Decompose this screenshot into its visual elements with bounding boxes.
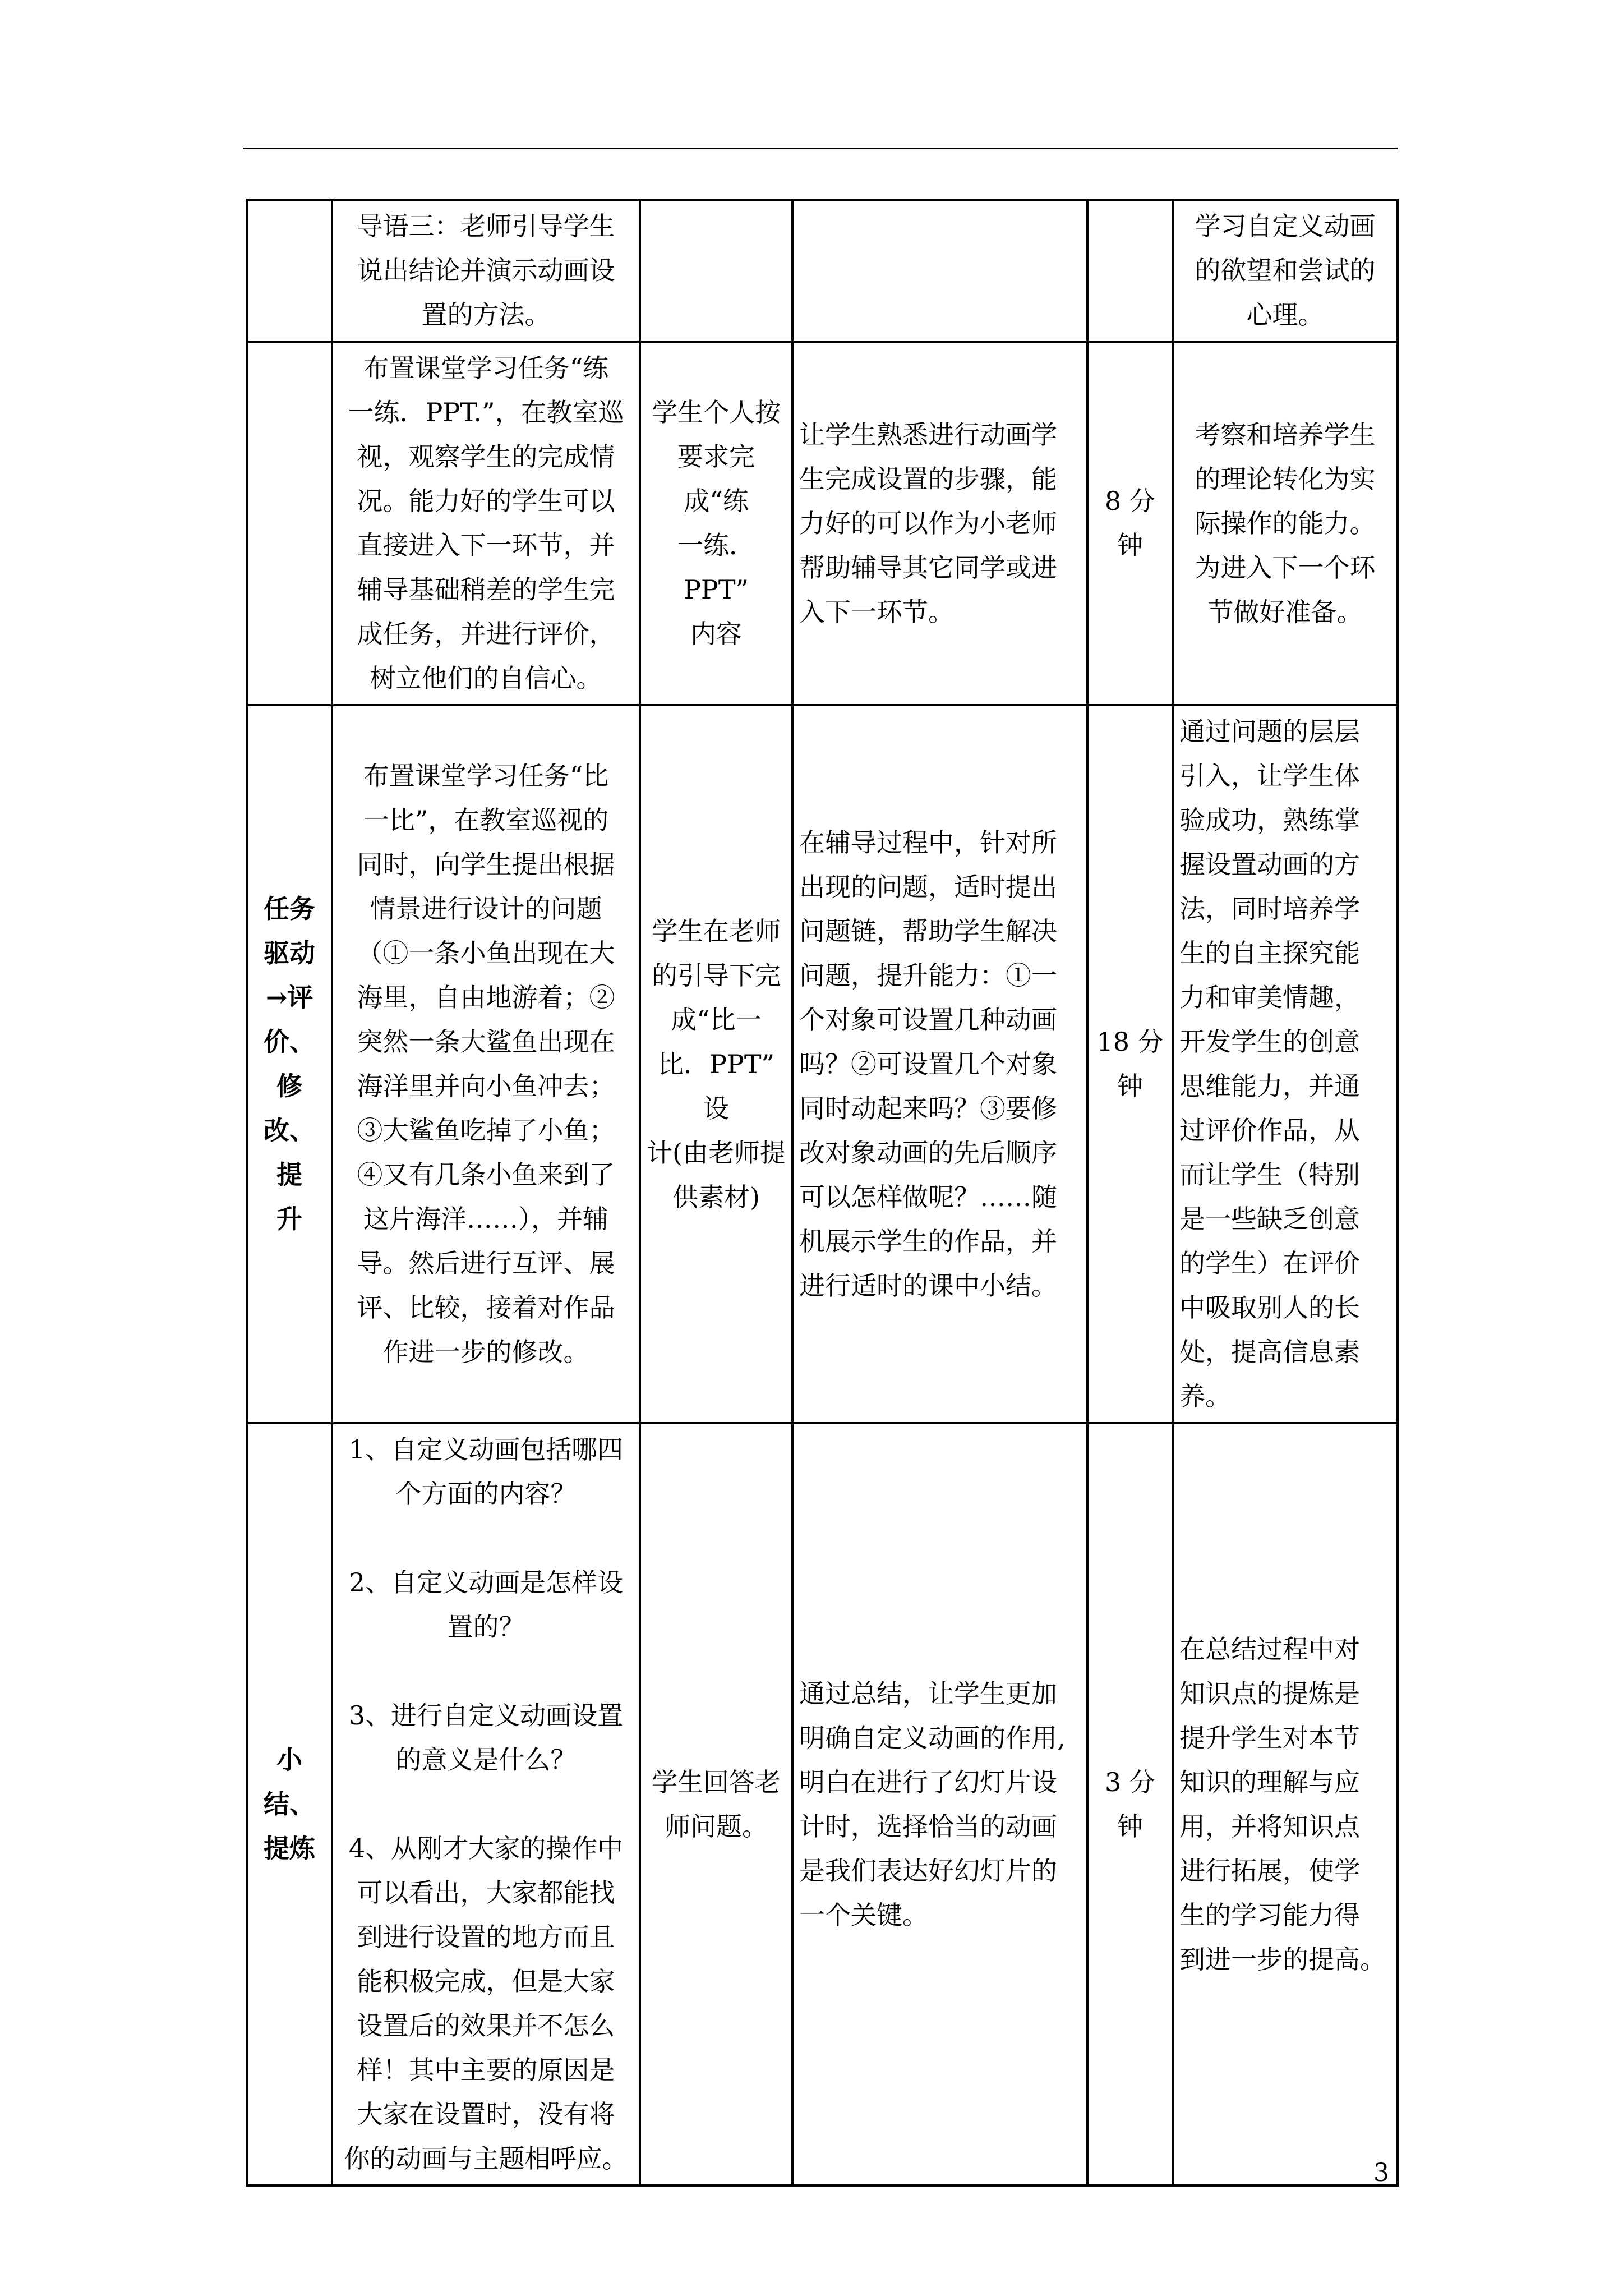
cell-line: →评 [265, 982, 313, 1013]
student-activity-cell [640, 200, 792, 342]
design-intent-cell [792, 705, 1087, 1423]
cell-line: 突然一条大鲨鱼出现在 [357, 1027, 615, 1057]
cell-line: 树立他们的自信心。 [370, 663, 602, 693]
cell-line: 学生在老师 [652, 915, 781, 946]
cell-line: （①一条小鱼出现在大 [357, 938, 615, 968]
teacher-activity-cell [332, 342, 640, 705]
cell-line: 3、进行自定义动画设置 [348, 1700, 624, 1731]
cell-line: 布置课堂学习任务“比 [363, 761, 609, 791]
cell-line: 握设置动画的方 [1179, 849, 1360, 880]
cell-line: 作进一步的修改。 [382, 1337, 589, 1367]
cell-line: 同时，向学生提出根据 [357, 849, 615, 880]
cell-line: 2、自定义动画是怎样设 [348, 1567, 624, 1598]
cell-line: 一练．PPT.”，在教室巡 [348, 397, 624, 427]
cell-line [339, 1782, 633, 1826]
cell-line: 比．PPT” 设 [657, 1048, 775, 1124]
cell-line: 法，同时培养学 [1179, 894, 1360, 924]
design-intent-cell [792, 1423, 1087, 2185]
cell-line: 验成功，熟练掌 [1179, 805, 1360, 835]
cell-line: 中吸取别人的长 [1179, 1292, 1360, 1323]
goal-cell [1173, 705, 1398, 1423]
cell-line: 生完成设置的步骤，能 [799, 463, 1057, 494]
table-row [247, 705, 1398, 1423]
cell-line: 可以看出，大家都能找 [357, 1878, 615, 1908]
student-activity-cell [640, 1423, 792, 2185]
cell-line: 明确自定义动画的作用, [799, 1722, 1066, 1753]
cell-line: 考察和培养学生 [1195, 419, 1376, 450]
cell-line: 问题，提升能力：①一 [799, 960, 1057, 991]
cell-line: 进行拓展，使学 [1179, 1855, 1360, 1886]
cell-line: 引入，让学生体 [1179, 761, 1360, 791]
cell-line: 通过总结，让学生更加 [799, 1678, 1057, 1709]
cell-line: 是一些缺乏创意 [1179, 1204, 1360, 1234]
cell-line: 导语三：老师引导学生 [357, 211, 615, 241]
cell-line: 的欲望和尝试的 [1195, 255, 1376, 286]
cell-line: 一练．PPT” [677, 530, 755, 605]
cell-line: 置的？ [447, 1612, 525, 1642]
header-rule [243, 148, 1398, 149]
goal-cell [1173, 1423, 1398, 2185]
cell-line: 是我们表达好幻灯片的 [799, 1855, 1057, 1886]
student-activity-cell [640, 342, 792, 705]
stage-cell [247, 1423, 332, 2185]
cell-line: 学习自定义动画 [1195, 211, 1376, 241]
cell-line: 18 分 [1096, 1027, 1164, 1057]
cell-line: 出现的问题，适时提出 [799, 871, 1057, 902]
cell-line: 通过问题的层层 [1179, 716, 1360, 747]
cell-line: 处，提高信息素 [1179, 1337, 1360, 1367]
cell-line: 心理。 [1246, 300, 1324, 330]
cell-line: 而让学生（特别 [1179, 1159, 1360, 1190]
cell-line: 节做好准备。 [1207, 596, 1363, 627]
cell-line: 视，观察学生的完成情 [357, 441, 615, 472]
cell-line: 成任务，并进行评价， [357, 619, 615, 649]
cell-line: 用，并将知识点 [1179, 1811, 1360, 1842]
cell-line: 评、比较，接着对作品 [357, 1292, 615, 1323]
cell-line: 小结、 [264, 1745, 315, 1819]
cell-line: 你的动画与主题相呼应。 [344, 2143, 628, 2174]
cell-line: 机展示学生的作品，并 [799, 1226, 1057, 1257]
time-cell: 8 分钟 [1087, 342, 1173, 705]
cell-line: 过评价作品，从 [1179, 1115, 1360, 1145]
cell-line: 为进入下一个环 [1195, 552, 1376, 583]
cell-line: 提炼 [264, 1833, 315, 1864]
cell-line: 样！其中主要的原因是 [357, 2055, 615, 2085]
cell-line: 情景进行设计的问题 [370, 894, 602, 924]
cell-line: 供素材) [672, 1181, 760, 1212]
cell-line: 力和审美情趣， [1179, 982, 1360, 1013]
cell-line: 的意义是什么？ [395, 1745, 577, 1775]
page-number: 3 [1373, 2159, 1389, 2187]
cell-line: 让学生熟悉进行动画学 [799, 419, 1057, 450]
cell-line: 改对象动画的先后顺序 [799, 1137, 1057, 1168]
cell-line: 个方面的内容？ [395, 1479, 577, 1509]
cell-line: 海里，自由地游着；② [357, 982, 615, 1013]
cell-line: 价、修 [264, 1027, 315, 1101]
stage-cell [247, 342, 332, 705]
cell-line: 知识点的提炼是 [1179, 1678, 1360, 1709]
cell-line: 置的方法。 [421, 300, 551, 330]
cell-line: 到进行设置的地方而且 [357, 1922, 615, 1952]
cell-line: 养。 [1179, 1381, 1231, 1411]
teacher-activity-cell [332, 200, 640, 342]
cell-line: 开发学生的创意 [1179, 1027, 1360, 1057]
design-intent-cell [792, 200, 1087, 342]
student-activity-cell [640, 705, 792, 1423]
cell-line: 成“比一 [671, 1004, 762, 1035]
cell-line: 一比”，在教室巡视的 [363, 805, 609, 835]
cell-line: 知识的理解与应 [1179, 1766, 1360, 1797]
teacher-activity-cell [332, 1423, 640, 2185]
cell-line: 升 [276, 1204, 302, 1234]
cell-line [339, 1649, 633, 1694]
stage-cell [247, 705, 332, 1423]
cell-line: 生的自主探究能 [1179, 938, 1360, 968]
cell-line: 进行适时的课中小结。 [799, 1270, 1057, 1301]
cell-line: 同时动起来吗？③要修 [799, 1093, 1057, 1124]
cell-line: 改、提 [264, 1115, 315, 1190]
cell-line: 明白在进行了幻灯片设 [799, 1766, 1057, 1797]
cell-line: 思维能力，并通 [1179, 1071, 1360, 1101]
cell-line: 个对象可设置几种动画 [799, 1004, 1057, 1035]
cell-line: 际操作的能力。 [1195, 508, 1376, 539]
goal-cell [1173, 342, 1398, 705]
cell-line: 力好的可以作为小老师 [799, 508, 1057, 539]
cell-line: 能积极完成，但是大家 [357, 1966, 615, 1996]
cell-line: 在辅导过程中，针对所 [799, 827, 1057, 858]
cell-line: ③大鲨鱼吃掉了小鱼； [357, 1115, 615, 1145]
cell-line: 钟 [1117, 1071, 1143, 1101]
cell-line: 海洋里并向小鱼冲去； [357, 1071, 615, 1101]
cell-line: 问题链，帮助学生解决 [799, 915, 1057, 946]
cell-line [339, 1516, 633, 1561]
lesson-plan-table [246, 199, 1399, 2187]
cell-line: 帮助辅导其它同学或进 [799, 552, 1057, 583]
cell-line: 计时，选择恰当的动画 [799, 1811, 1057, 1842]
cell-line: 生的学习能力得 [1179, 1899, 1360, 1930]
table-row [247, 200, 1398, 342]
cell-line: 1、自定义动画包括哪四 [348, 1434, 624, 1465]
cell-line: 的引导下完 [652, 960, 781, 991]
cell-line: 4、从刚才大家的操作中 [348, 1833, 624, 1864]
table-row [247, 1423, 1398, 2185]
cell-line: ④又有几条小鱼来到了 [357, 1159, 615, 1190]
cell-line: 要求完成“练 [677, 441, 755, 516]
cell-line: 况。能力好的学生可以 [357, 486, 615, 516]
cell-line: 说出结论并演示动画设 [357, 255, 615, 286]
cell-line: 设置后的效果并不怎么 [357, 2010, 615, 2041]
cell-line: 任务 [264, 894, 315, 924]
cell-line: 学生个人按 [652, 397, 781, 427]
cell-line: 一个关键。 [799, 1899, 928, 1930]
cell-line: 布置课堂学习任务“练 [363, 353, 609, 383]
cell-line: 学生回答老 [652, 1766, 781, 1797]
cell-line: 这片海洋……），并辅 [363, 1204, 608, 1234]
cell-line: 导。然后进行互评、展 [357, 1248, 615, 1278]
cell-line: 计(由老师提 [647, 1137, 786, 1168]
time-cell: 3 分钟 [1087, 1423, 1173, 2185]
time-cell [1087, 705, 1173, 1423]
cell-line: 到进一步的提高。 [1179, 1944, 1386, 1975]
cell-line: 辅导基础稍差的学生完 [357, 574, 615, 605]
time-cell [1087, 200, 1173, 342]
cell-line: 的理论转化为实 [1195, 463, 1376, 494]
cell-line: 大家在设置时，没有将 [357, 2099, 615, 2129]
cell-line: 入下一环节。 [799, 596, 954, 627]
cell-line: 可以怎样做呢？……随 [799, 1181, 1057, 1212]
stage-cell [247, 200, 332, 342]
cell-line: 的学生）在评价 [1179, 1248, 1360, 1278]
cell-line: 在总结过程中对 [1179, 1634, 1360, 1664]
cell-line: 驱动 [264, 938, 315, 968]
cell-line: 吗？②可设置几个对象 [799, 1048, 1057, 1079]
cell-line: 师问题。 [665, 1811, 768, 1842]
table-row [247, 342, 1398, 705]
cell-line: 内容 [690, 619, 742, 649]
cell-line: 直接进入下一环节，并 [357, 530, 615, 560]
design-intent-cell [792, 342, 1087, 705]
teacher-activity-cell [332, 705, 640, 1423]
goal-cell [1173, 200, 1398, 342]
cell-line: 提升学生对本节 [1179, 1722, 1360, 1753]
